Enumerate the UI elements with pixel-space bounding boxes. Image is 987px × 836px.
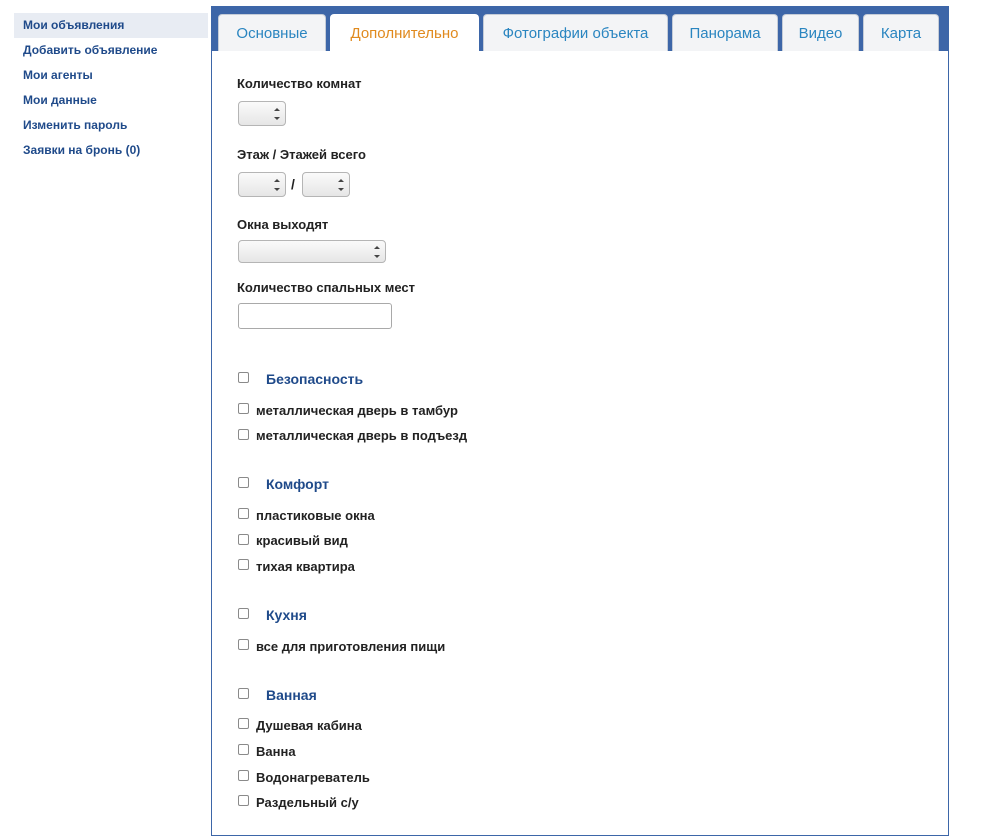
- group-bathroom-checkbox[interactable]: [238, 688, 249, 699]
- sidebar-nav: [14, 13, 208, 163]
- tab-additional[interactable]: Дополнительно: [330, 14, 479, 52]
- tab-content: [212, 51, 948, 835]
- option-checkbox[interactable]: [238, 718, 249, 729]
- sidebar-item-change-password[interactable]: Изменить пароль: [23, 118, 128, 132]
- option-label: металлическая дверь в тамбур: [256, 403, 458, 418]
- tab-panorama[interactable]: Панорама: [672, 14, 778, 51]
- tab-map[interactable]: Карта: [863, 14, 939, 51]
- floor-separator: /: [291, 176, 295, 192]
- chevron-updown-icon: [338, 178, 344, 192]
- group-comfort-title: Комфорт: [266, 476, 329, 492]
- option-label: Ванна: [256, 744, 296, 759]
- option-label: металлическая дверь в подъезд: [256, 428, 468, 443]
- option-label: Водонагреватель: [256, 770, 370, 785]
- windows-select[interactable]: [238, 240, 386, 263]
- group-kitchen-title: Кухня: [266, 607, 307, 623]
- option-checkbox[interactable]: [238, 559, 249, 570]
- option-checkbox[interactable]: [238, 508, 249, 519]
- option-checkbox[interactable]: [238, 744, 249, 755]
- option-checkbox[interactable]: [238, 795, 249, 806]
- sidebar-item-my-agents[interactable]: Мои агенты: [23, 68, 93, 82]
- total-floors-select[interactable]: [302, 172, 350, 197]
- tab-basic[interactable]: Основные: [218, 14, 326, 51]
- option-checkbox[interactable]: [238, 429, 249, 440]
- tab-bar: [212, 7, 948, 51]
- rooms-select[interactable]: [238, 101, 286, 126]
- group-kitchen-checkbox[interactable]: [238, 608, 249, 619]
- option-label: Душевая кабина: [256, 718, 362, 733]
- tab-video[interactable]: Видео: [782, 14, 859, 51]
- sidebar-item-booking-requests[interactable]: Заявки на бронь (0): [23, 143, 141, 157]
- option-label: тихая квартира: [256, 559, 355, 574]
- group-security-title: Безопасность: [266, 371, 364, 387]
- floor-label: Этаж / Этажей всего: [237, 147, 366, 162]
- option-checkbox[interactable]: [238, 403, 249, 414]
- option-label: все для приготовления пищи: [256, 639, 446, 654]
- option-label: пластиковые окна: [256, 508, 375, 523]
- windows-label: Окна выходят: [237, 217, 329, 232]
- option-label: Раздельный с/у: [256, 795, 359, 810]
- sleeping-places-input[interactable]: [238, 303, 392, 329]
- option-checkbox[interactable]: [238, 770, 249, 781]
- option-checkbox[interactable]: [238, 639, 249, 650]
- group-bathroom-title: Ванная: [266, 687, 317, 703]
- option-checkbox[interactable]: [238, 534, 249, 545]
- rooms-label: Количество комнат: [237, 76, 362, 91]
- sleeping-places-label: Количество спальных мест: [237, 280, 416, 295]
- chevron-updown-icon: [274, 178, 280, 192]
- floor-select[interactable]: [238, 172, 286, 197]
- chevron-updown-icon: [274, 107, 280, 121]
- tab-photos[interactable]: Фотографии объекта: [483, 14, 668, 51]
- sidebar-item-add-listing[interactable]: Добавить объявление: [23, 43, 158, 57]
- listing-edit-panel: [211, 6, 949, 836]
- sidebar-item-my-listings[interactable]: Мои объявления: [14, 13, 208, 38]
- group-security-checkbox[interactable]: [238, 372, 249, 383]
- option-label: красивый вид: [256, 533, 348, 548]
- chevron-updown-icon: [374, 245, 380, 259]
- sidebar-item-my-data[interactable]: Мои данные: [23, 93, 97, 107]
- group-comfort-checkbox[interactable]: [238, 477, 249, 488]
